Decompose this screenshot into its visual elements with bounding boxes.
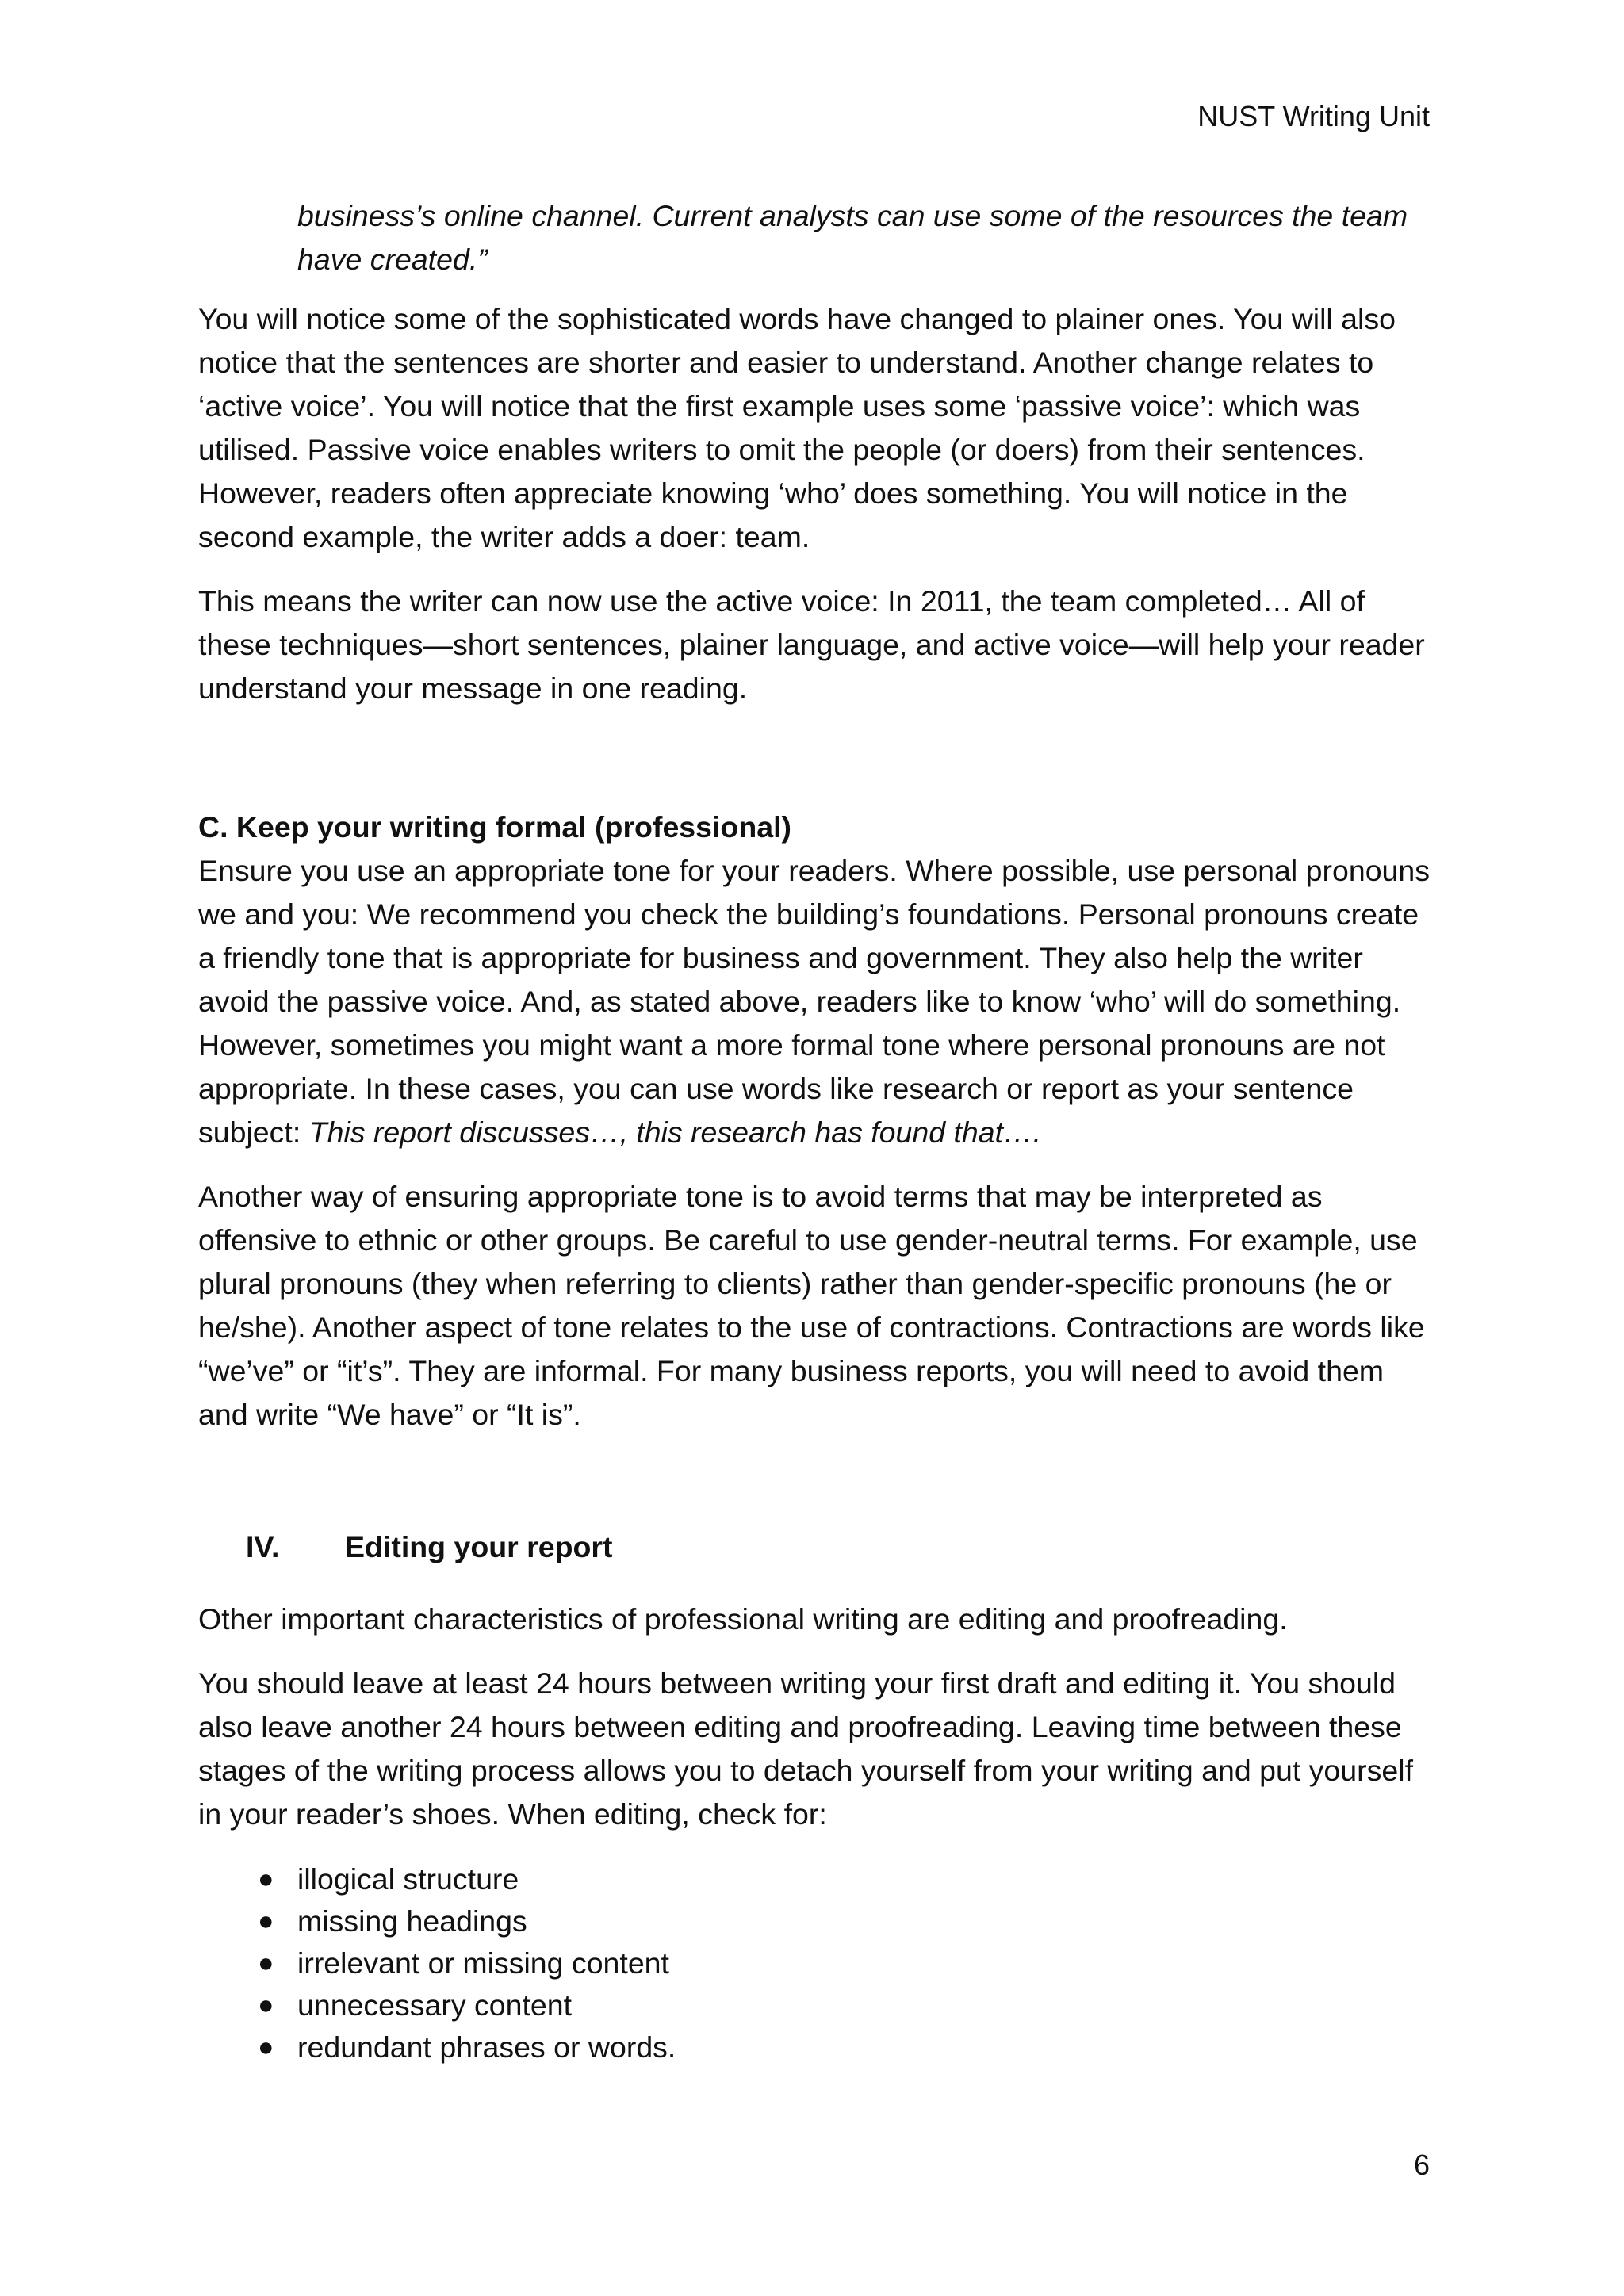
list-item-text: redundant phrases or words. bbox=[297, 2030, 676, 2064]
bullet-icon: ● bbox=[258, 1864, 274, 1894]
body-paragraph-techniques: This means the writer can now use the active voice: In 2011, the team completed… All of these techniques—short sentences, plainer language, and active voice—will help your reader understand your message in one reading. bbox=[198, 584, 1425, 705]
list-item bbox=[258, 1984, 1435, 2026]
list-item bbox=[258, 1858, 1435, 1900]
list-item-text: unnecessary content bbox=[297, 1988, 573, 2022]
bullet-icon: ● bbox=[258, 1906, 274, 1936]
section-iv-intro: Other important characteristics of professional writing are editing and proofreading. bbox=[198, 1602, 1288, 1636]
list-item-text: illogical structure bbox=[297, 1862, 519, 1896]
list-item bbox=[258, 2026, 1435, 2068]
section-iv-title: Editing your report bbox=[345, 1530, 613, 1563]
list-item-text: irrelevant or missing content bbox=[297, 1946, 669, 1980]
section-iv-number: IV. bbox=[246, 1530, 280, 1563]
section-iv-body: You should leave at least 24 hours between writing your first draft and editing it. You should also leave another 24 hours between editing and proofreading. Leaving time between these stages of the writing process allows you to detach yourself from your writing and put yourself in your reader’s shoes. When editing, check for: bbox=[198, 1667, 1413, 1831]
bullet-icon: ● bbox=[258, 2032, 274, 2062]
bullet-icon: ● bbox=[258, 1990, 274, 2020]
list-item bbox=[258, 1900, 1435, 1942]
bullet-icon: ● bbox=[258, 1948, 274, 1978]
section-c-paragraph-neutral-terms: Another way of ensuring appropriate tone is to avoid terms that may be interpreted as offensive to ethnic or other groups. Be careful to use gender-neutral terms. For example, use plural pronouns (they when referring to clients) rather than gender-specific pronouns (he or he/she). Another aspect of tone relates to the use of contractions. Contractions are words like “we’ve” or “it’s”. They are informal. For many business reports, you will need to avoid them and write “We have” or “It is”. bbox=[198, 1180, 1425, 1431]
page-number: 6 bbox=[1413, 2149, 1430, 2181]
running-header: NUST Writing Unit bbox=[1197, 100, 1430, 132]
editing-checklist bbox=[198, 1858, 1435, 2068]
page-content bbox=[198, 194, 1435, 2068]
section-c-paragraph-tone-text: Ensure you use an appropriate tone for your readers. Where possible, use personal pronouns we and you: We recommend you check the building’s foundations. Personal pronouns create a friendly tone that is appropriate for business and government. They also help the writer avoid the passive voice. And, as stated above, readers like to know ‘who’ will do something. However, sometimes you might want a more formal tone where personal pronouns are not appropriate. In these cases, you can use words like research or report as your sentence subject: bbox=[198, 854, 1431, 1149]
section-c-paragraph-tone bbox=[198, 849, 1435, 1154]
example-quote-continuation: business’s online channel. Current analysts can use some of the resources the team have created.” bbox=[297, 199, 1408, 276]
list-item bbox=[258, 1942, 1435, 1984]
section-c-heading: C. Keep your writing formal (professional) bbox=[198, 810, 792, 844]
list-item-text: missing headings bbox=[297, 1904, 527, 1938]
section-c-example-italic: This report discusses…, this research has found that…. bbox=[308, 1115, 1041, 1149]
body-paragraph-active-voice: You will notice some of the sophisticated words have changed to plainer ones. You will also notice that the sentences are shorter and easier to understand. Another change relates to ‘active voice’. You will notice that the first example uses some ‘passive voice’: which was utilised. Passive voice enables writers to omit the people (or doers) from their sentences. However, readers often appreciate knowing ‘who’ does something. You will notice in the second example, the writer adds a doer: team. bbox=[198, 302, 1396, 553]
section-iv-heading bbox=[246, 1525, 1435, 1569]
